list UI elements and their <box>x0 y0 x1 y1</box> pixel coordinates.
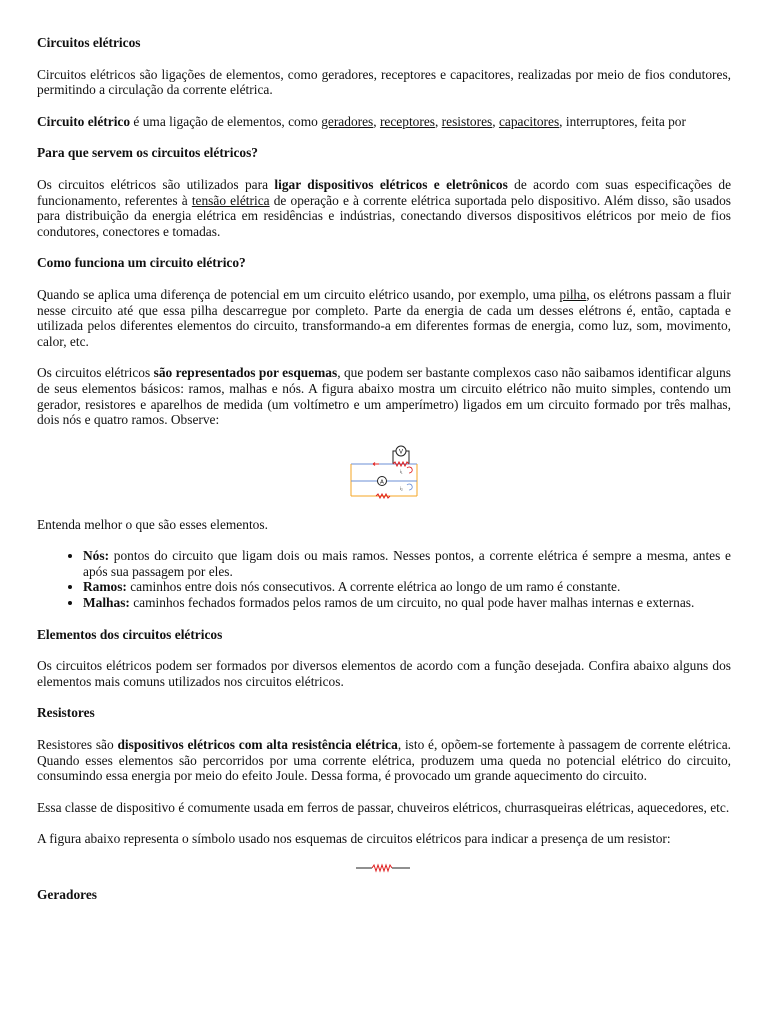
svg-text:A: A <box>380 478 384 485</box>
page-title: Circuitos elétricos <box>37 35 141 50</box>
circuit-figure <box>37 444 731 499</box>
intro-paragraph: Circuitos elétricos são ligações de elementos, como geradores, receptores e capacitores, realizadas por meio de fios condutores, permitindo a circulação da corrente elétrica. <box>37 66 731 98</box>
list-item: • Ramos: caminhos entre dois nós consecutivos. A corrente elétrica ao longo de um ramo é constante. <box>83 579 731 595</box>
elements-list <box>37 548 731 610</box>
section4-paragraph-2: Essa classe de dispositivo é comumente usada em ferros de passar, chuveiros elétricos, churrasqueiras elétricas, aquecedores, etc. <box>37 799 730 815</box>
section1-paragraph: Os circuitos elétricos são utilizados para ligar dispositivos elétricos e eletrônicos de acordo com suas especificações de funcionamento, referentes à tensão elétrica de operação e à corrente elétrica suportada pelo dispositivo. Além disso, são usados para distribuição da energia elétrica em residências e indústrias, conectando diversos dispositivos elétricos por meio de fios condutores, conectores e tomadas. <box>37 176 732 239</box>
definition-term: Circuito elétrico <box>37 113 131 129</box>
link-receptores[interactable]: receptores <box>379 113 435 129</box>
section4-paragraph-1: Resistores são dispositivos elétricos com alta resistência elétrica, isto é, opõem-se fortemente à passagem de corrente elétrica. Quando esses elementos são percorridos por uma corrente elétrica, produzem uma queda no potencial elétrico do circuito, consumindo essa energia por meio do efeito Joule. Dessa forma, é provocado um grande aquecimento do circuito. <box>37 737 732 784</box>
section2-paragraph-2: Os circuitos elétricos são representados por esquemas, que podem ser bastante complexos caso não saibamos identificar alguns de seus elementos básicos: ramos, malhas e nós. A figura abaixo mostra um circuito elétrico não muito simples, contendo um gerador, resistores e aparelhos de medida (um voltímetro e um amperímetro) ligados em um circuito formado por três malhas, dois nós e quatro ramos. Observe: <box>37 365 731 428</box>
link-tensao-eletrica[interactable]: tensão elétrica <box>191 192 270 208</box>
section3-paragraph: Os circuitos elétricos podem ser formados por diversos elementos de acordo com a função desejada. Confira abaixo alguns dos elementos mais comuns utilizados nos circuitos elétricos. <box>37 658 731 689</box>
list-item: • Nós: pontos do circuito que ligam dois ou mais ramos. Nesses pontos, a corrente elétrica é sempre a mesma, antes e após sua passagem por eles. <box>83 548 731 579</box>
svg-text:i₂: i₂ <box>400 485 403 491</box>
definition-paragraph: Circuito elétrico é uma ligação de elementos, como geradores, receptores, resistores, capacitores, interruptores, feita por <box>37 113 686 129</box>
section-heading-para-que-servem: Para que servem os circuitos elétricos? <box>37 145 259 161</box>
svg-text:i₁: i₁ <box>400 468 403 474</box>
section-heading-resistores: Resistores <box>37 705 95 721</box>
section-heading-como-funciona: Como funciona um circuito elétrico? <box>37 255 246 271</box>
link-pilha[interactable]: pilha <box>559 286 587 302</box>
link-capacitores[interactable]: capacitores <box>498 113 560 129</box>
document-page <box>37 0 731 903</box>
resistor-symbol-icon <box>356 863 412 873</box>
link-geradores[interactable]: geradores <box>321 113 374 129</box>
mesh-current-1-icon <box>407 467 412 473</box>
svg-text:V: V <box>398 449 404 456</box>
mesh-current-2-icon <box>407 484 412 490</box>
link-resistores[interactable]: resistores <box>441 113 493 129</box>
circuit-diagram-image <box>349 444 419 499</box>
section2-paragraph-3: Entenda melhor o que são esses elementos. <box>37 516 268 532</box>
resistor-symbol-figure <box>37 863 731 873</box>
section-heading-geradores: Geradores <box>37 887 97 902</box>
list-item: • Malhas: caminhos fechados formados pelos ramos de um circuito, no qual pode haver malhas internas e externas. <box>83 595 731 611</box>
section-heading-elementos: Elementos dos circuitos elétricos <box>37 626 223 642</box>
section4-paragraph-3: A figura abaixo representa o símbolo usado nos esquemas de circuitos elétricos para indicar a presença de um resistor: <box>37 831 671 847</box>
section2-paragraph-1: Quando se aplica uma diferença de potencial em um circuito elétrico usando, por exemplo, uma pilha, os elétrons passam a fluir nesse circuito até que essa pilha descarregue por completo. Parte da energia de cada um desses elétrons é, então, captada e utilizada pelos diferentes elementos do circuito, transformando-a em diferentes formas de energia, como luz, som, movimento, calor, etc. <box>37 286 731 349</box>
